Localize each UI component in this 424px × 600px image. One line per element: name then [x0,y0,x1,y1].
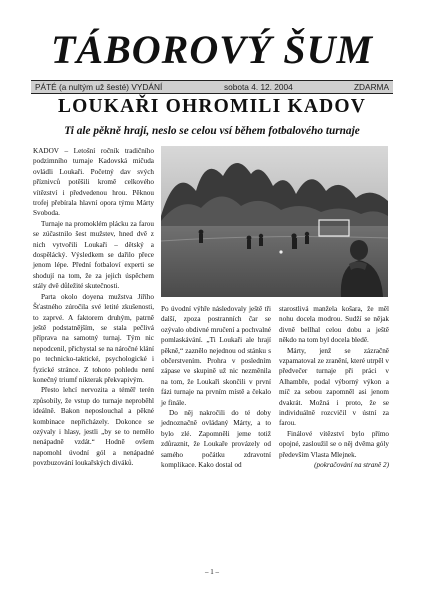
issue-date: sobota 4. 12. 2004 [224,82,293,92]
article-subheadline: Ti ale pěkně hrají, neslo se celou vsí během fotbalového turnaje [64,125,360,137]
paragraph: Do něj nakročili do té doby jednoznačně ovládaný Márty, a to bylo zlé. Zapomněli jeme totiž zdůraznit, že Loukaře provázely od samého počátku zdravotní komplikace. Kako dostal od [161,409,271,470]
issue-edition: PÁTÉ (a nultým už šesté) VYDÁNÍ [35,82,163,92]
football-match-photo [161,146,388,297]
paragraph: Turnaje na promoklém plácku za farou se zúčastnilo šest mužstev, hned dvě z nich vytvořili Loukaři – dětský a dospělácký. Výsledkem se dařilo přece jenom lépe. Přední fotbaloví experti se shodují na tom, že za jejich úspěchem stály dvě důležité skutečnosti. [33,219,154,291]
paragraph: Přesto lehcí nervozita a téměř terén způsobily, že vstup do turnaje neproběhl ideálně. Bakon neposlouchal a pěkné kombinace nepřicházely. Dokonce se ozývaly i hlasy, jestli „by se to nemělo nenápadně vzdát.“ Hodně ovšem napomohl úvodní gól a nenápadné povzbuzování loukařských diváků. [33,386,154,468]
photo-image [161,146,388,297]
article-column-3 [279,304,389,470]
issue-bar [31,80,393,94]
paragraph: KADOV – Letošní ročník tradičního podzimního turnaje Kadovská mičuda ovládli Loukaři. Početný dav svých příznivců potěšili kromě celkového vítězství i předvedenou hrou. Pěknou trofej přebírala hlavní opora týmu Márty Svoboda. [33,147,154,218]
paragraph: Márty, jenž se zázračně vzpamatoval ze zranění, které utrpěl v předvečer turnaje při práci v Alhambře, podal výborný výkon a míč za sebou zapomněl asi jenom dvakrát. Možná i proto, že se individuálně rozcvičil v ústní za farou. [279,346,389,428]
article-column-2 [161,304,271,470]
paragraph: starostlivá manžela košara, že měl nohu docela modrou. Sudží se nějak divně bellhal celou dobu a ještě někdo na tom byl docela bledě. [279,305,389,345]
paragraph: Parta okolo doyena mužstva Jiřího Šťastného zúročila své letité zkušenosti, to zaprvé. A faktorem druhým, patrně ještě podstatnějším, se stala pečlivá příprava na samotný turnaj. Tým nic nepodcenil, přichystal se na náročné klání po technicko-taktické, psychologické i fyzické stránce. Z tohoto pohledu není konečný triumf nikterak překvapivým. [33,292,154,384]
continued-on-page-link[interactable]: (pokračování na straně 2) [314,461,389,470]
article-headline: LOUKAŘI OHROMILI KADOV [57,96,367,117]
article-column-1 [33,146,154,468]
paragraph: Po úvodní výhře následovaly ještě tři další, zpoza postranních čar se ozývalo obdivné mručení a pochvalné pomlaskávání. „Ti Loukaři ale hrají pěkně,“ zaznělo nejednou od stánku s občerstvením. Prohra v posledním zápase ve skupině už nic nezměnila na tom, že Loukaři skončili v první fázi turnaje na prvním místě a čekalo je finále. [161,305,271,407]
newspaper-masthead: TÁBOROVÝ ŠUM [50,27,374,72]
page-number: – 1 – [205,568,219,576]
paragraph: Finálové vítězství bylo přímo opojné, zasloužil se o něj dvěma góly především Vlasta Mlejnek. [279,429,389,459]
issue-price: ZDARMA [353,82,389,92]
